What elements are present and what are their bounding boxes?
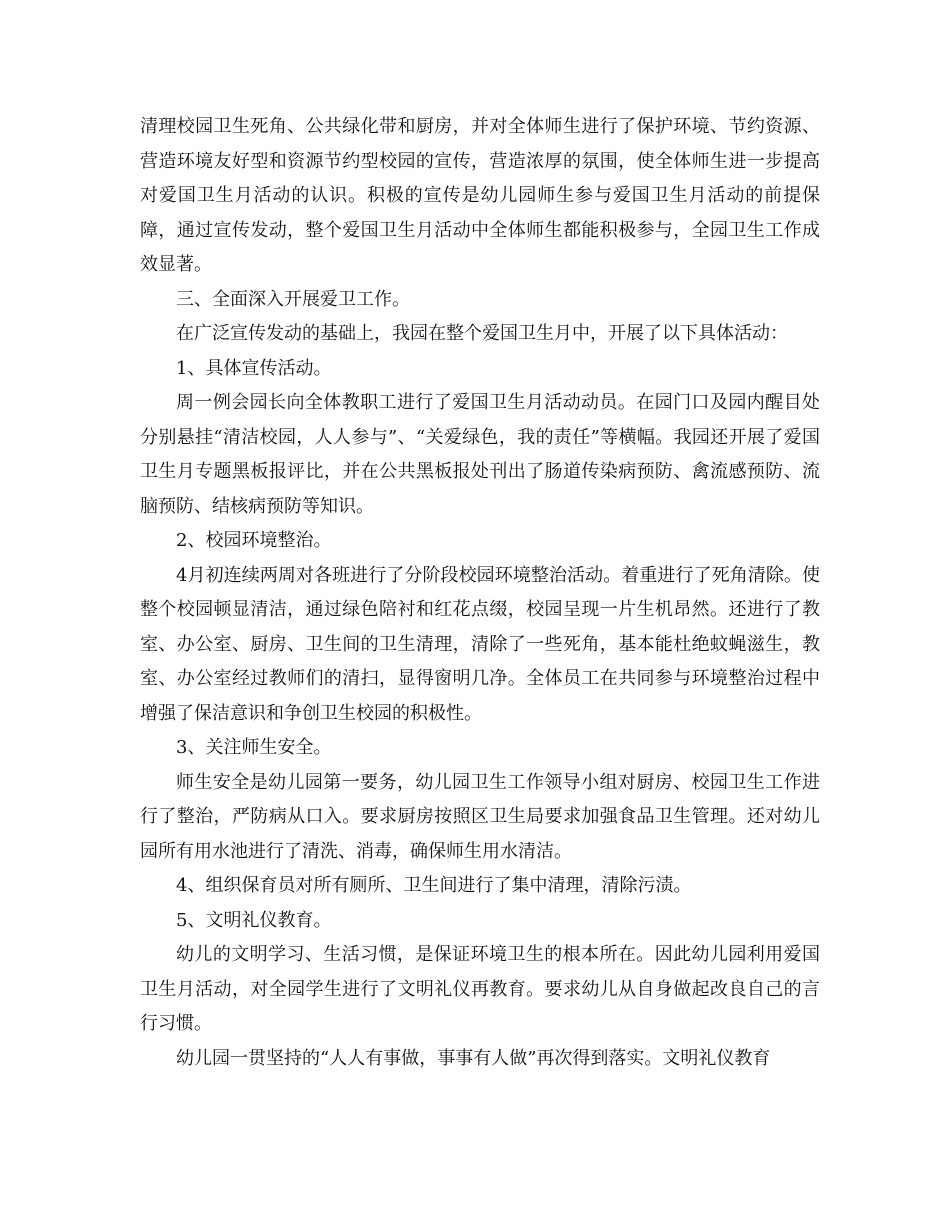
item-heading-5: 5、文明礼仪教育。 — [176, 909, 332, 931]
paragraph-continuation: 清理校园卫生死角、公共绿化带和厨房，并对全体师生进行了保护环境、节约资源、营造环境友好型和资源节约型校园的宣传，营造浓厚的氛围，使全体师生进一步提高对爱国卫生月活动的认识。积极的宣传是幼儿园师生参与爱国卫生月活动的前提保障，通过宣传发动，整个爱国卫生月活动中全体师生都能积极参与，全园卫生工作成效显著。 — [140, 116, 820, 275]
item-heading-1: 1、具体宣传活动。 — [176, 357, 332, 379]
paragraph-item-3: 师生安全是幼儿园第一要务，幼儿园卫生工作领导小组对厨房、校园卫生工作进行了整治，严防病从口入。要求厨房按照区卫生局要求加强食品卫生管理。还对幼儿园所有用水池进行了清洗、消毒，确保师生用水清洁。 — [140, 771, 820, 862]
item-heading-2: 2、校园环境整治。 — [176, 530, 332, 551]
section-heading-3: 三、全面深入开展爱卫工作。 — [176, 288, 410, 310]
item-heading-3: 3、关注师生安全。 — [176, 737, 332, 758]
document-body — [140, 110, 820, 1076]
paragraph-item-5: 幼儿的文明学习、生活习惯，是保证环境卫生的根本所在。因此幼儿园利用爱国卫生月活动，对全园学生进行了文明礼仪再教育。要求幼儿从自身做起改良自己的言行习惯。 — [140, 944, 820, 1034]
paragraph-item-2: 4月初连续两周对各班进行了分阶段校园环境整治活动。着重进行了死角清除。使整个校园顿显清洁，通过绿色陪衬和红花点缀，校园呈现一片生机昂然。还进行了教室、办公室、厨房、卫生间的卫生清理，清除了一些死角，基本能杜绝蚊蝇滋生，教室、办公室经过教师们的清扫，显得窗明几净。全体员工在共同参与环境整治过程中增强了保洁意识和争创卫生校园的积极性。 — [140, 564, 820, 724]
item-4: 4、组织保育员对所有厕所、卫生间进行了集中清理，清除污渍。 — [176, 875, 692, 896]
paragraph-item-1: 周一例会园长向全体教职工进行了爱国卫生月活动动员。在园门口及园内醒目处分别悬挂“清洁校园，人人参与”、“关爱绿色，我的责任”等横幅。我园还开展了爱国卫生月专题黑板报评比，并在公共黑板报处刊出了肠道传染病预防、禽流感预防、流脑预防、结核病预防等知识。 — [140, 392, 820, 517]
paragraph-item-5-cont: 幼儿园一贯坚持的“人人有事做，事事有人做”再次得到落实。文明礼仪教育 — [176, 1047, 771, 1069]
paragraph-intro: 在广泛宣传发动的基础上，我园在整个爱国卫生月中，开展了以下具体活动： — [176, 323, 788, 344]
